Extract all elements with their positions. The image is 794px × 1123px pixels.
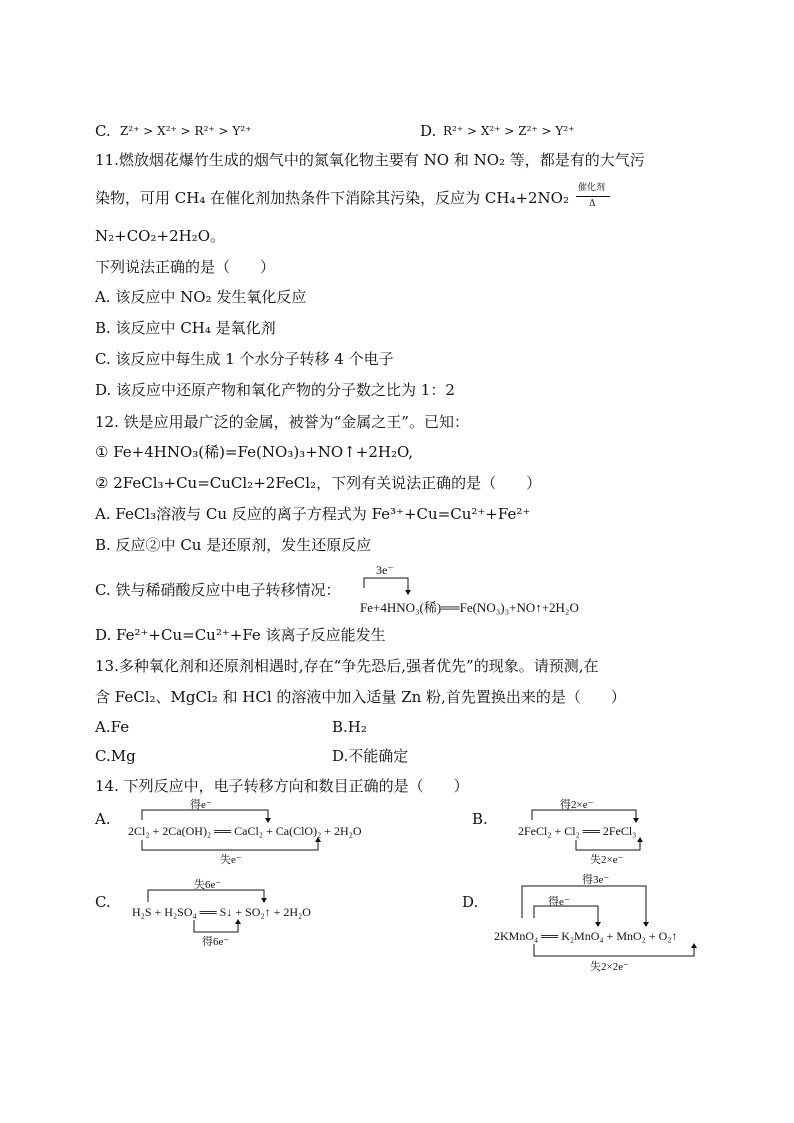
q12-option-b[interactable]: B. 反应②中 Cu 是还原剂，发生还原反应 [95,536,372,554]
q13-stem-line1: 13.多种氧化剂和还原剂相遇时,存在“争先恐后,强者优先”的现象。请预测,在 [95,657,599,675]
q14-option-b-diagram [518,798,668,868]
q10-option-c-label: C. [95,122,111,140]
q12-option-d[interactable]: D. Fe²⁺+Cu=Cu²⁺+Fe 该离子反应能发生 [95,626,386,644]
q12-option-c-diagram [360,562,610,615]
q11-heat-label: Δ [589,199,596,209]
q14-c-equation: H₂S + H₂SO₄ ══ S↓ + SO₂↑ + 2H₂O [132,905,311,919]
q13-option-c[interactable]: C.Mg [95,747,136,765]
q12-reaction-2: ② 2FeCl₃+Cu=CuCl₂+2FeCl₂，下列有关说法正确的是（ ） [95,474,542,492]
q14-d-gain1-label: 得e⁻ [548,896,570,908]
q12-transfer-equation: Fe+4HNO₃(稀)══Fe(NO₃)₃+NO↑+2H₂O [360,600,579,615]
q12-stem: 12. 铁是应用最广泛的金属，被誉为“金属之王”。已知： [95,413,469,431]
q13-option-d[interactable]: D.不能确定 [332,747,409,765]
q14-option-b-label[interactable]: B. [472,810,488,828]
q11-reaction-arrow [576,196,610,197]
q11-stem-line3: N₂+CO₂+2H₂O。 [95,227,225,245]
q13-option-b[interactable]: B.H₂ [332,718,367,736]
q14-d-loss-label: 失2×2e⁻ [590,961,629,973]
q11-option-b[interactable]: B. 该反应中 CH₄ 是氧化剂 [95,319,276,337]
q14-a-equation: 2Cl₂ + 2Ca(OH)₂ ══ CaCl₂ + Ca(ClO)₂ + 2H₂O [128,824,362,838]
q11-option-c[interactable]: C. 该反应中每生成 1 个水分子转移 4 个电子 [95,350,394,368]
q14-b-loss-label: 失2×e⁻ [590,854,624,866]
q14-d-gain3-label: 得3e⁻ [582,874,610,886]
q11-stem-line1: 11.燃放烟花爆竹生成的烟气中的氮氧化物主要有 NO 和 NO₂ 等，都是有的大气污 [95,151,645,169]
q14-b-equation: 2FeCl₂ + Cl₂ ══ 2FeCl₃ [518,824,637,838]
q14-c-loss-label: 失6e⁻ [194,879,222,891]
q14-a-loss-label: 失e⁻ [220,854,242,866]
q14-option-a-label[interactable]: A. [95,810,111,828]
q11-catalyst-label: 催化剂 [578,183,606,193]
q11-question: 下列说法正确的是（ ） [95,258,276,276]
q14-option-d-label[interactable]: D. [462,893,479,911]
q10-option-d: R²⁺ > X²⁺ > Z²⁺ > Y²⁺ [443,124,575,138]
q14-d-equation: 2KMnO₄ ══ K₂MnO₄ + MnO₂ + O₂↑ [494,929,678,943]
q10-option-d-label: D. [420,122,437,140]
q12-option-a[interactable]: A. FeCl₃溶液与 Cu 反应的离子方程式为 Fe³⁺+Cu=Cu²⁺+Fe²⁺ [95,505,531,523]
q14-b-gain-label: 得2×e⁻ [560,799,594,811]
q11-stem-line2: 染物，可用 CH₄ 在催化剂加热条件下消除其污染，反应为 CH₄+2NO₂ [95,189,569,207]
q11-option-a[interactable]: A. 该反应中 NO₂ 发生氧化反应 [95,288,307,306]
q14-stem: 14. 下列反应中，电子转移方向和数目正确的是（ ） [95,777,469,795]
q14-option-a-diagram [128,798,398,868]
q14-option-d-diagram [494,868,714,976]
q14-c-gain-label: 得6e⁻ [202,936,230,948]
q10-option-c: Z²⁺ > X²⁺ > R²⁺ > Y²⁺ [120,124,252,138]
q14-option-c-diagram [132,876,362,948]
q12-option-c[interactable]: C. 铁与稀硝酸反应中电子转移情况： [95,581,341,599]
q13-option-a[interactable]: A.Fe [95,718,130,736]
q12-reaction-1: ① Fe+4HNO₃(稀)=Fe(NO₃)₃+NO↑+2H₂O, [95,443,414,461]
q14-a-gain-label: 得e⁻ [190,799,212,811]
q12-transfer-label: 3e⁻ [376,563,394,577]
q14-option-c-label[interactable]: C. [95,893,111,911]
q13-stem-line2: 含 FeCl₂、MgCl₂ 和 HCl 的溶液中加入适量 Zn 粉,首先置换出来的是（ ） [95,688,626,706]
q11-option-d[interactable]: D. 该反应中还原产物和氧化产物的分子数之比为 1：2 [95,381,455,399]
